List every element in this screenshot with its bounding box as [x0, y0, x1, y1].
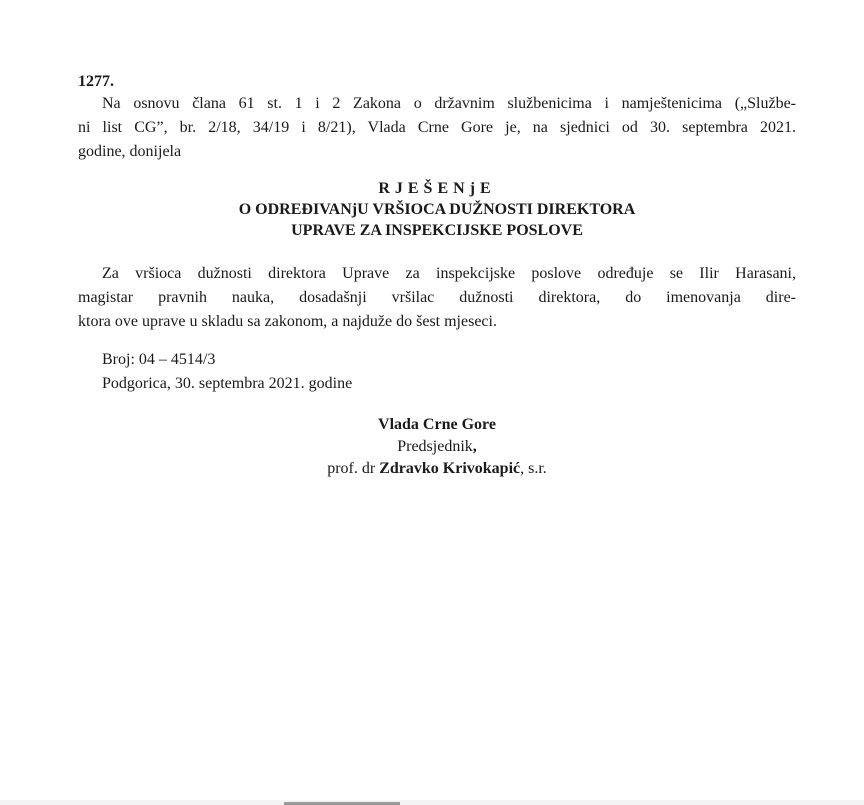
role-text: Predsjednik: [397, 438, 473, 455]
decision-body: [78, 262, 796, 334]
place-date: Podgorica, 30. septembra 2021. godine: [102, 375, 353, 392]
intro-paragraph: [78, 92, 796, 164]
intro-line: ni list CG”, br. 2/18, 34/19 i 8/21), Vlada Crne Gore je, na sjednici od 30. septembra 2021.: [78, 119, 796, 136]
title-heading: RJEŠENjE: [378, 180, 496, 197]
title-line: O ODREĐIVANjU VRŠIOCA DUŽNOSTI DIREKTORA: [238, 201, 636, 218]
signatory-name-line: [78, 458, 796, 480]
title-prefix: prof. dr: [327, 460, 380, 477]
intro-line: Na osnovu člana 61 st. 1 i 2 Zakona o državnim službenicima i namještenicima („Službe-: [102, 95, 796, 112]
decision-title: [78, 178, 796, 241]
signatory-government: Vlada Crne Gore: [378, 416, 496, 433]
signature-block: [78, 414, 796, 480]
reference-number: Broj: 04 – 4514/3: [102, 351, 216, 368]
body-line: Za vršioca dužnosti direktora Uprave za inspekcijske poslove određuje se Ilir Harasani,: [102, 265, 796, 282]
reference-block: [102, 348, 352, 396]
intro-line: godine, donijela: [78, 143, 182, 160]
decision-number: 1277.: [78, 73, 114, 90]
signatory-name: Zdravko Krivokapić: [379, 460, 521, 477]
role-punct: ,: [472, 438, 477, 455]
body-line: magistar pravnih nauka, dosadašnji vršilac dužnosti direktora, do imenovanja dire-: [78, 289, 796, 306]
signatory-role: [78, 436, 796, 458]
signature-suffix: , s.r.: [520, 460, 547, 477]
page-bottom-edge: [0, 800, 864, 805]
title-line: UPRAVE ZA INSPEKCIJSKE POSLOVE: [291, 222, 583, 239]
body-line: ktora ove uprave u skladu sa zakonom, a najduže do šest mjeseci.: [78, 313, 497, 330]
